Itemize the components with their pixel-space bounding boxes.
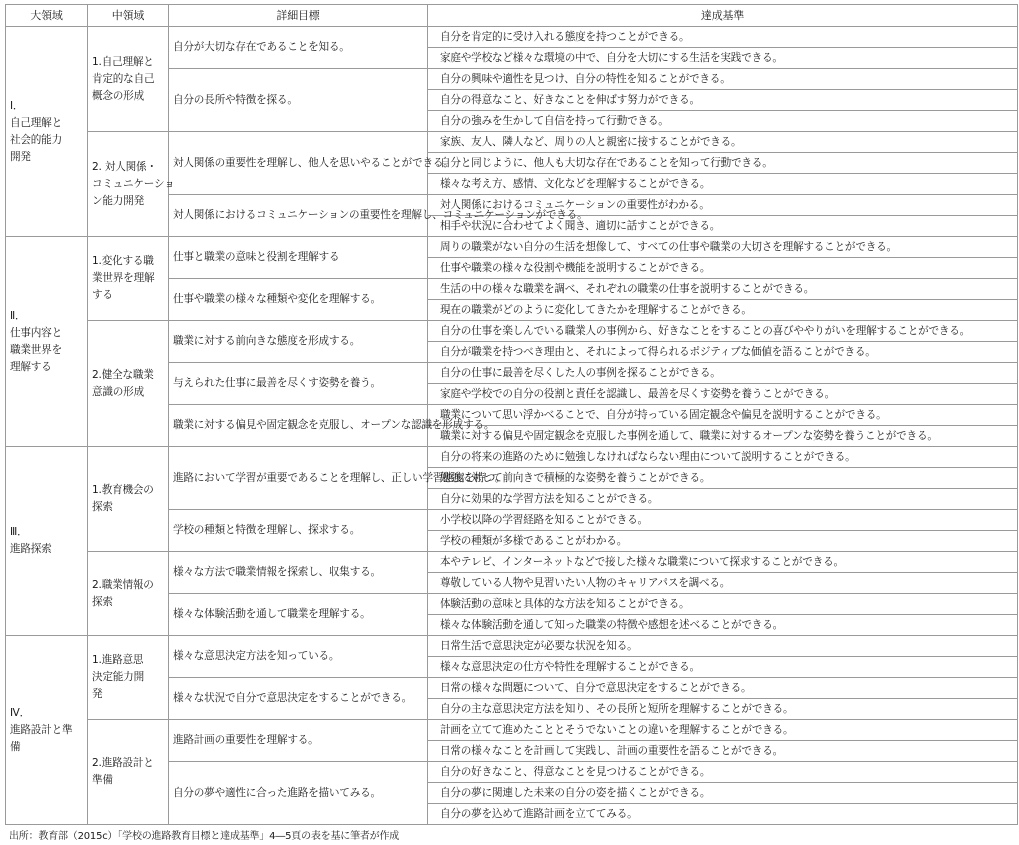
tassei-kijun-cell: 周りの職業がない自分の生活を想像して、すべての仕事や職業の大切さを理解することができる。 xyxy=(428,237,1018,258)
tassei-kijun-cell: 現在の職業がどのように変化してきたかを理解することができる。 xyxy=(428,300,1018,321)
shosai-mokuhyo-cell: 仕事や職業の様々な種類や変化を理解する。 xyxy=(169,279,428,321)
tassei-kijun-cell: 自分の夢を込めて進路計画を立ててみる。 xyxy=(428,804,1018,825)
shosai-mokuhyo-cell: 自分が大切な存在であることを知る。 xyxy=(169,27,428,69)
tassei-kijun-cell: 勉強に対して前向きで積極的な姿勢を養うことができる。 xyxy=(428,468,1018,489)
tassei-kijun-cell: 自分と同じように、他人も大切な存在であることを知って行動できる。 xyxy=(428,153,1018,174)
tassei-kijun-cell: 相手や状況に合わせてよく聞き、適切に話すことができる。 xyxy=(428,216,1018,237)
tassei-kijun-cell: 自分の将来の進路のために勉強しなければならない理由について説明することができる。 xyxy=(428,447,1018,468)
shosai-mokuhyo-cell: 与えられた仕事に最善を尽くす姿勢を養う。 xyxy=(169,363,428,405)
table-row xyxy=(6,447,1018,468)
tassei-kijun-cell: 小学校以降の学習経路を知ることができる。 xyxy=(428,510,1018,531)
shosai-mokuhyo-cell: 対人関係におけるコミュニケーションの重要性を理解し、コミュニケーションができる。 xyxy=(169,195,428,237)
shosai-mokuhyo-cell: 学校の種類と特徴を理解し、探求する。 xyxy=(169,510,428,552)
tassei-kijun-cell: 様々な考え方、感情、文化などを理解することができる。 xyxy=(428,174,1018,195)
shosai-mokuhyo-cell: 様々な状況で自分で意思決定をすることができる。 xyxy=(169,678,428,720)
table-body xyxy=(6,27,1018,825)
dai-ryoiki-cell: Ⅱ． 仕事内容と 職業世界を 理解する xyxy=(6,237,88,447)
shosai-mokuhyo-cell: 仕事と職業の意味と役割を理解する xyxy=(169,237,428,279)
source-note: 出所：教育部（2015c）「学校の進路教育目標と達成基準」4―5頁の表を基に筆者が作成 xyxy=(9,831,400,842)
header-chu: 中領域 xyxy=(88,5,169,27)
chu-ryoiki-cell: 2.進路設計と 準備 xyxy=(88,720,169,825)
shosai-mokuhyo-cell: 自分の長所や特徴を探る。 xyxy=(169,69,428,132)
tassei-kijun-cell: 日常生活で意思決定が必要な状況を知る。 xyxy=(428,636,1018,657)
tassei-kijun-cell: 自分に効果的な学習方法を知ることができる。 xyxy=(428,489,1018,510)
tassei-kijun-cell: 自分の興味や適性を見つけ、自分の特性を知ることができる。 xyxy=(428,69,1018,90)
tassei-kijun-cell: 自分が職業を持つべき理由と、それによって得られるポジティブな価値を語ることができる。 xyxy=(428,342,1018,363)
tassei-kijun-cell: 自分を肯定的に受け入れる態度を持つことができる。 xyxy=(428,27,1018,48)
chu-ryoiki-cell: 1.変化する職 業世界を理解 する xyxy=(88,237,169,321)
chu-ryoiki-cell: 1.教育機会の 探索 xyxy=(88,447,169,552)
tassei-kijun-cell: 職業に対する偏見や固定観念を克服した事例を通して、職業に対するオープンな姿勢を養うことができる。 xyxy=(428,426,1018,447)
tassei-kijun-cell: 日常の様々なことを計画して実践し、計画の重要性を語ることができる。 xyxy=(428,741,1018,762)
table-row xyxy=(6,132,1018,153)
tassei-kijun-cell: 様々な意思決定の仕方や特性を理解することができる。 xyxy=(428,657,1018,678)
shosai-mokuhyo-cell: 対人関係の重要性を理解し、他人を思いやることができる。 xyxy=(169,132,428,195)
tassei-kijun-cell: 仕事や職業の様々な役割や機能を説明することができる。 xyxy=(428,258,1018,279)
tassei-kijun-cell: 自分の仕事を楽しんでいる職業人の事例から、好きなことをすることの喜びややりがいを理解することができる。 xyxy=(428,321,1018,342)
tassei-kijun-cell: 体験活動の意味と具体的な方法を知ることができる。 xyxy=(428,594,1018,615)
tassei-kijun-cell: 家庭や学校など様々な環境の中で、自分を大切にする生活を実践できる。 xyxy=(428,48,1018,69)
shosai-mokuhyo-cell: 様々な意思決定方法を知っている。 xyxy=(169,636,428,678)
table-row xyxy=(6,321,1018,342)
dai-ryoiki-cell: Ⅰ． 自己理解と 社会的能力 開発 xyxy=(6,27,88,237)
chu-ryoiki-cell: 2.健全な職業 意識の形成 xyxy=(88,321,169,447)
tassei-kijun-cell: 自分の好きなこと、得意なことを見つけることができる。 xyxy=(428,762,1018,783)
tassei-kijun-cell: 自分の夢に関連した未来の自分の姿を描くことができる。 xyxy=(428,783,1018,804)
tassei-kijun-cell: 計画を立てて進めたこととそうでないことの違いを理解することができる。 xyxy=(428,720,1018,741)
tassei-kijun-cell: 学校の種類が多様であることがわかる。 xyxy=(428,531,1018,552)
shosai-mokuhyo-cell: 進路において学習が重要であることを理解し、正しい学習態度を持つ。 xyxy=(169,447,428,510)
header-shosai: 詳細目標 xyxy=(169,5,428,27)
dai-ryoiki-cell: Ⅳ． 進路設計と準 備 xyxy=(6,636,88,825)
shosai-mokuhyo-cell: 自分の夢や適性に合った進路を描いてみる。 xyxy=(169,762,428,825)
table-row xyxy=(6,237,1018,258)
table-row xyxy=(6,720,1018,741)
tassei-kijun-cell: 日常の様々な問題について、自分で意思決定をすることができる。 xyxy=(428,678,1018,699)
shosai-mokuhyo-cell: 様々な方法で職業情報を探索し、収集する。 xyxy=(169,552,428,594)
tassei-kijun-cell: 自分の主な意思決定方法を知り、その長所と短所を理解することができる。 xyxy=(428,699,1018,720)
shosai-mokuhyo-cell: 職業に対する前向きな態度を形成する。 xyxy=(169,321,428,363)
tassei-kijun-cell: 職業について思い浮かべることで、自分が持っている固定観念や偏見を説明することができる。 xyxy=(428,405,1018,426)
table-row xyxy=(6,636,1018,657)
dai-ryoiki-cell: Ⅲ． 進路探索 xyxy=(6,447,88,636)
shosai-mokuhyo-cell: 様々な体験活動を通して職業を理解する。 xyxy=(169,594,428,636)
tassei-kijun-cell: 自分の強みを生かして自信を持って行動できる。 xyxy=(428,111,1018,132)
tassei-kijun-cell: 生活の中の様々な職業を調べ、それぞれの職業の仕事を説明することができる。 xyxy=(428,279,1018,300)
header-row xyxy=(6,5,1018,27)
header-dai: 大領域 xyxy=(6,5,88,27)
table-row xyxy=(6,27,1018,48)
chu-ryoiki-cell: 2.職業情報の 探索 xyxy=(88,552,169,636)
tassei-kijun-cell: 対人関係におけるコミュニケーションの重要性がわかる。 xyxy=(428,195,1018,216)
tassei-kijun-cell: 自分の仕事に最善を尽くした人の事例を探ることができる。 xyxy=(428,363,1018,384)
chu-ryoiki-cell: 1.進路意思 決定能力開 発 xyxy=(88,636,169,720)
chu-ryoiki-cell: 1.自己理解と 肯定的な自己 概念の形成 xyxy=(88,27,169,132)
tassei-kijun-cell: 本やテレビ、インターネットなどで接した様々な職業について探求することができる。 xyxy=(428,552,1018,573)
table-row xyxy=(6,552,1018,573)
career-education-goals-table xyxy=(5,4,1018,825)
tassei-kijun-cell: 様々な体験活動を通して知った職業の特徴や感想を述べることができる。 xyxy=(428,615,1018,636)
chu-ryoiki-cell: 2. 対人関係・ コミュニケーショ ン能力開発 xyxy=(88,132,169,237)
shosai-mokuhyo-cell: 進路計画の重要性を理解する。 xyxy=(169,720,428,762)
tassei-kijun-cell: 家庭や学校での自分の役割と責任を認識し、最善を尽くす姿勢を養うことができる。 xyxy=(428,384,1018,405)
tassei-kijun-cell: 自分の得意なこと、好きなことを伸ばす努力ができる。 xyxy=(428,90,1018,111)
header-tassei: 達成基準 xyxy=(428,5,1018,27)
shosai-mokuhyo-cell: 職業に対する偏見や固定観念を克服し、オープンな認識を形成する。 xyxy=(169,405,428,447)
tassei-kijun-cell: 尊敬している人物や見習いたい人物のキャリアパスを調べる。 xyxy=(428,573,1018,594)
tassei-kijun-cell: 家族、友人、隣人など、周りの人と親密に接することができる。 xyxy=(428,132,1018,153)
